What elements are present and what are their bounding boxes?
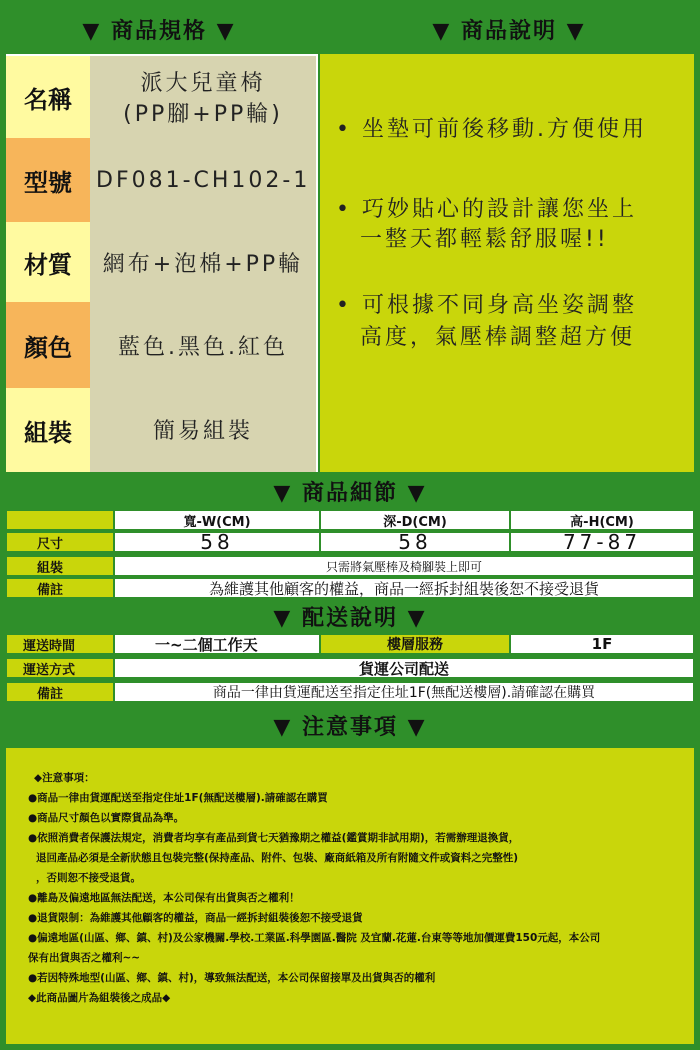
notice-line-1: ●商品一律由貨運配送至指定住址1F(無配送樓層).請確認在購買 xyxy=(28,792,328,804)
delivery-header: ▼ 配送說明 ▼ xyxy=(273,605,427,631)
spec-value-name-line2: (PP腳+PP輪) xyxy=(123,102,283,127)
delivery-time-label: 運送時間 xyxy=(6,634,114,654)
notice-line-3: ●依照消費者保護法規定，消費者均享有產品到貨七天猶豫期之權益(鑑賞期非試用期)，若需辦理退換貨， xyxy=(28,832,520,844)
delivery-note-value: 商品一律由貨運配送至指定住址1F(無配送樓層).請確認在購買 xyxy=(114,682,694,702)
notice-line-6: ●離島及偏遠地區無法配送，本公司保有出貨與否之權利！ xyxy=(28,892,300,904)
notice-line-11: ◆此商品圖片為組裝後之成品◆ xyxy=(28,992,171,1004)
notice-line-2: ●商品尺寸顏色以實際貨品為準。 xyxy=(28,812,185,824)
floor-service-label: 樓層服務 xyxy=(320,634,510,654)
spec-label-model: 型號 xyxy=(6,138,90,222)
desc-item-1: • 坐墊可前後移動.方便使用 xyxy=(336,117,647,142)
notice-panel xyxy=(6,748,694,1044)
assembly-label: 組裝 xyxy=(6,556,114,576)
size-label: 尺寸 xyxy=(6,532,114,552)
spec-value-assembly: 簡易組裝 xyxy=(90,388,316,472)
spec-value-name-line1: 派大兒童椅 xyxy=(140,71,266,96)
assembly-value: 只需將氣壓棒及椅腳裝上即可 xyxy=(114,556,694,576)
floor-service-value: 1F xyxy=(510,634,694,654)
notice-line-4: 退回產品必須是全新狀態且包裝完整(保持產品、附件、包裝、廠商紙箱及所有附隨文件或資料之完整性) xyxy=(36,852,519,864)
size-height: 77-87 xyxy=(510,532,694,552)
spec-label-assembly: 組裝 xyxy=(6,388,90,472)
detail-row-size xyxy=(6,532,694,552)
notice-header: ▼ 注意事項 ▼ xyxy=(273,714,427,740)
detail-note-label: 備註 xyxy=(6,578,114,598)
delivery-time-value: 一~二個工作天 xyxy=(114,634,320,654)
desc-header: ▼ 商品說明 ▼ xyxy=(432,18,586,44)
detail-row-headers xyxy=(6,510,694,530)
detail-row-assembly xyxy=(6,556,694,576)
detail-note-value: 為維護其他顧客的權益，商品一經拆封組裝後恕不接受退貨 xyxy=(114,578,694,598)
spec-value-name xyxy=(90,56,316,138)
detail-row-note xyxy=(6,578,694,598)
delivery-method-label: 運送方式 xyxy=(6,658,114,678)
delivery-row-method xyxy=(6,658,694,678)
spec-label-name: 名稱 xyxy=(6,56,90,138)
delivery-row-note xyxy=(6,682,694,702)
notice-line-8: ●偏遠地區(山區、鄉、鎮、村)及公家機關.學校.工業區.科學園區.醫院 及宜蘭.花蓮.台東等等地加價運費150元起，本公司 xyxy=(28,932,601,944)
desc-item-3b: 高度，氣壓棒調整超方便 xyxy=(360,325,636,350)
spec-value-color: 藍色.黑色.紅色 xyxy=(90,302,316,388)
notice-line-9: 保有出貨與否之權利~~ xyxy=(28,952,141,964)
desc-item-2: • 巧妙貼心的設計讓您坐上 xyxy=(336,197,637,222)
size-width: 58 xyxy=(114,532,320,552)
notice-line-10: ●若因特殊地型(山區、鄉、鎮、村)，導致無法配送，本公司保留接單及出貨與否的權利 xyxy=(28,972,436,984)
desc-item-3: • 可根據不同身高坐姿調整 xyxy=(336,293,637,318)
notice-line-7: ●退貨限制：為維護其他顧客的權益，商品一經拆封組裝後恕不接受退貨 xyxy=(28,912,363,924)
col-width: 寬-W(CM) xyxy=(114,510,320,530)
delivery-row-time xyxy=(6,634,694,654)
col-height: 高-H(CM) xyxy=(510,510,694,530)
notice-line-5: ，否則恕不接受退貨。 xyxy=(36,872,141,884)
spec-value-model: DF081-CH102-1 xyxy=(90,138,316,222)
delivery-note-label: 備註 xyxy=(6,682,114,702)
spec-label-material: 材質 xyxy=(6,222,90,302)
desc-item-2b: 一整天都輕鬆舒服喔!! xyxy=(360,227,609,252)
delivery-method-value: 貨運公司配送 xyxy=(114,658,694,678)
detail-header: ▼ 商品細節 ▼ xyxy=(273,480,427,506)
col-depth: 深-D(CM) xyxy=(320,510,510,530)
spec-header: ▼ 商品規格 ▼ xyxy=(82,18,236,44)
size-depth: 58 xyxy=(320,532,510,552)
desc-panel xyxy=(320,54,694,472)
spec-label-color: 顏色 xyxy=(6,302,90,388)
spec-value-material: 網布+泡棉+PP輪 xyxy=(90,222,316,302)
notice-line-0: ◆注意事項： xyxy=(34,772,95,784)
